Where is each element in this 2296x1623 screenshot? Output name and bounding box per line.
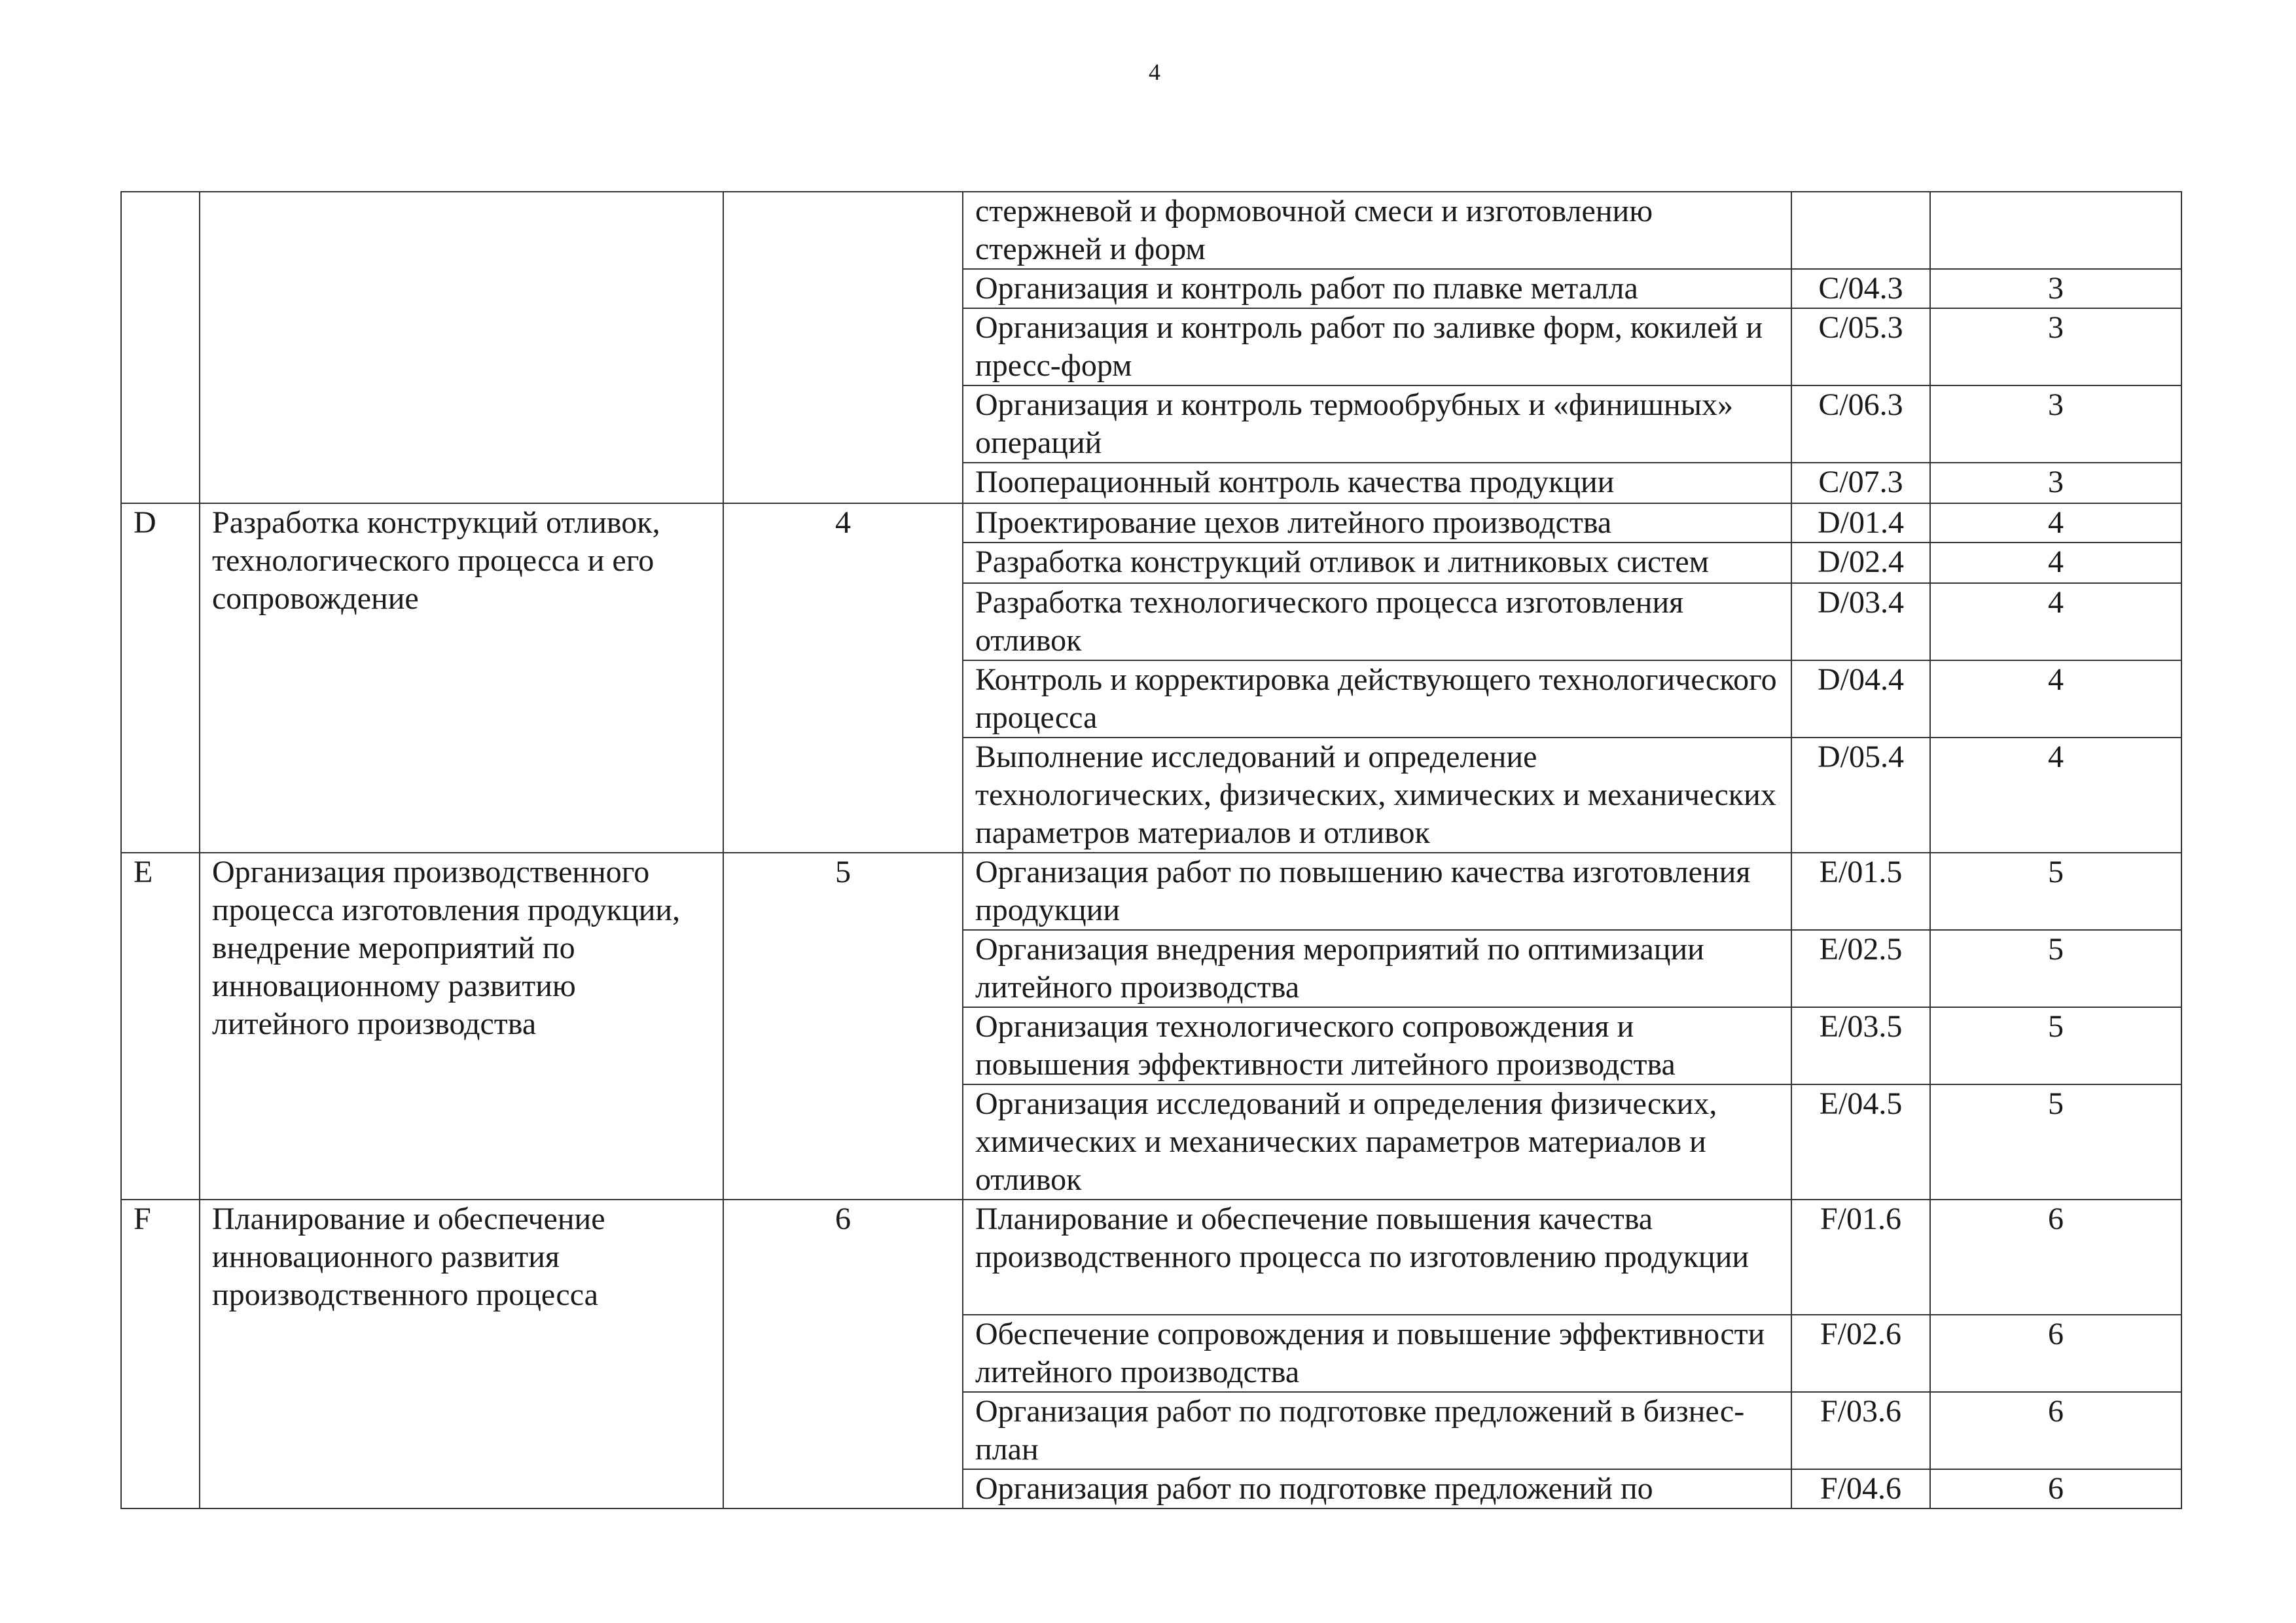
labor-function-name: Организация работ по подготовке предложений по bbox=[963, 1469, 1791, 1508]
page-number: 4 bbox=[1149, 59, 1160, 85]
labor-function-code bbox=[1791, 192, 1930, 269]
labor-function-code: E/01.5 bbox=[1791, 853, 1930, 930]
labor-function-level: 3 bbox=[1930, 385, 2181, 463]
labor-function-level: 6 bbox=[1930, 1315, 2181, 1392]
labor-function-name: Организация и контроль термообрубных и «финишных» операций bbox=[963, 385, 1791, 463]
labor-function-code: F/03.6 bbox=[1791, 1392, 1930, 1469]
labor-function-name: Планирование и обеспечение повышения качества производственного процесса по изготовлению продукции bbox=[963, 1200, 1791, 1315]
labor-function-name: Обеспечение сопровождения и повышение эффективности литейного производства bbox=[963, 1315, 1791, 1392]
labor-function-name: Проектирование цехов литейного производства bbox=[963, 503, 1791, 543]
labor-function-name: Организация и контроль работ по заливке форм, кокилей и пресс-форм bbox=[963, 308, 1791, 385]
labor-function-code: F/01.6 bbox=[1791, 1200, 1930, 1315]
labor-function-name: Организация исследований и определения физических, химических и механических параметров материалов и отливок bbox=[963, 1084, 1791, 1200]
labor-function-level: 3 bbox=[1930, 463, 2181, 503]
labor-function-level: 4 bbox=[1930, 583, 2181, 660]
labor-function-name: Выполнение исследований и определение технологических, физических, химических и механических параметров материалов и отливок bbox=[963, 738, 1791, 853]
labor-function-code: C/07.3 bbox=[1791, 463, 1930, 503]
labor-function-code: D/05.4 bbox=[1791, 738, 1930, 853]
labor-function-code: D/02.4 bbox=[1791, 543, 1930, 583]
labor-function-level: 6 bbox=[1930, 1200, 2181, 1315]
labor-function-name: Контроль и корректировка действующего технологического процесса bbox=[963, 660, 1791, 738]
gen-function-level: 4 bbox=[723, 503, 963, 853]
labor-function-name: Организация и контроль работ по плавке металла bbox=[963, 269, 1791, 308]
table-row bbox=[121, 1200, 2181, 1315]
labor-function-level: 3 bbox=[1930, 308, 2181, 385]
labor-function-name: Пооперационный контроль качества продукции bbox=[963, 463, 1791, 503]
labor-function-level: 4 bbox=[1930, 738, 2181, 853]
gen-function-code: E bbox=[121, 853, 200, 1200]
labor-function-level: 5 bbox=[1930, 1084, 2181, 1200]
gen-function-name: Организация производственного процесса изготовления продукции, внедрение мероприятий по инновационному развитию литейного производства bbox=[200, 853, 723, 1200]
labor-function-level: 5 bbox=[1930, 1007, 2181, 1084]
gen-function-code-cell bbox=[121, 192, 200, 503]
labor-function-code: C/04.3 bbox=[1791, 269, 1930, 308]
labor-function-level: 5 bbox=[1930, 930, 2181, 1007]
table-row bbox=[121, 192, 2181, 269]
table-row bbox=[121, 853, 2181, 930]
labor-function-code: E/04.5 bbox=[1791, 1084, 1930, 1200]
labor-function-name: Разработка конструкций отливок и литниковых систем bbox=[963, 543, 1791, 583]
labor-function-code: F/04.6 bbox=[1791, 1469, 1930, 1508]
labor-function-name: Организация работ по подготовке предложений в бизнес-план bbox=[963, 1392, 1791, 1469]
labor-function-level: 6 bbox=[1930, 1392, 2181, 1469]
labor-function-level: 4 bbox=[1930, 543, 2181, 583]
labor-function-code: E/02.5 bbox=[1791, 930, 1930, 1007]
table-row bbox=[121, 503, 2181, 543]
labor-function-level bbox=[1930, 192, 2181, 269]
gen-function-code: F bbox=[121, 1200, 200, 1508]
labor-function-code: F/02.6 bbox=[1791, 1315, 1930, 1392]
labor-function-code: D/03.4 bbox=[1791, 583, 1930, 660]
gen-function-level-cell bbox=[723, 192, 963, 503]
labor-function-name: Организация технологического сопровождения и повышения эффективности литейного производства bbox=[963, 1007, 1791, 1084]
gen-function-name: Планирование и обеспечение инновационного развития производственного процесса bbox=[200, 1200, 723, 1508]
labor-function-name: стержневой и формовочной смеси и изготовлению стержней и форм bbox=[963, 192, 1791, 269]
labor-function-level: 4 bbox=[1930, 660, 2181, 738]
labor-function-name: Разработка технологического процесса изготовления отливок bbox=[963, 583, 1791, 660]
labor-function-code: C/06.3 bbox=[1791, 385, 1930, 463]
labor-function-name: Организация работ по повышению качества изготовления продукции bbox=[963, 853, 1791, 930]
labor-function-code: D/01.4 bbox=[1791, 503, 1930, 543]
labor-function-level: 6 bbox=[1930, 1469, 2181, 1508]
labor-function-level: 5 bbox=[1930, 853, 2181, 930]
labor-function-level: 3 bbox=[1930, 269, 2181, 308]
labor-functions-table bbox=[120, 191, 2182, 1509]
labor-function-name: Организация внедрения мероприятий по оптимизации литейного производства bbox=[963, 930, 1791, 1007]
gen-function-level: 5 bbox=[723, 853, 963, 1200]
labor-function-code: E/03.5 bbox=[1791, 1007, 1930, 1084]
gen-function-level: 6 bbox=[723, 1200, 963, 1508]
gen-function-code: D bbox=[121, 503, 200, 853]
labor-function-code: C/05.3 bbox=[1791, 308, 1930, 385]
gen-function-name-cell bbox=[200, 192, 723, 503]
labor-function-level: 4 bbox=[1930, 503, 2181, 543]
gen-function-name: Разработка конструкций отливок, технологического процесса и его сопровождение bbox=[200, 503, 723, 853]
labor-function-code: D/04.4 bbox=[1791, 660, 1930, 738]
